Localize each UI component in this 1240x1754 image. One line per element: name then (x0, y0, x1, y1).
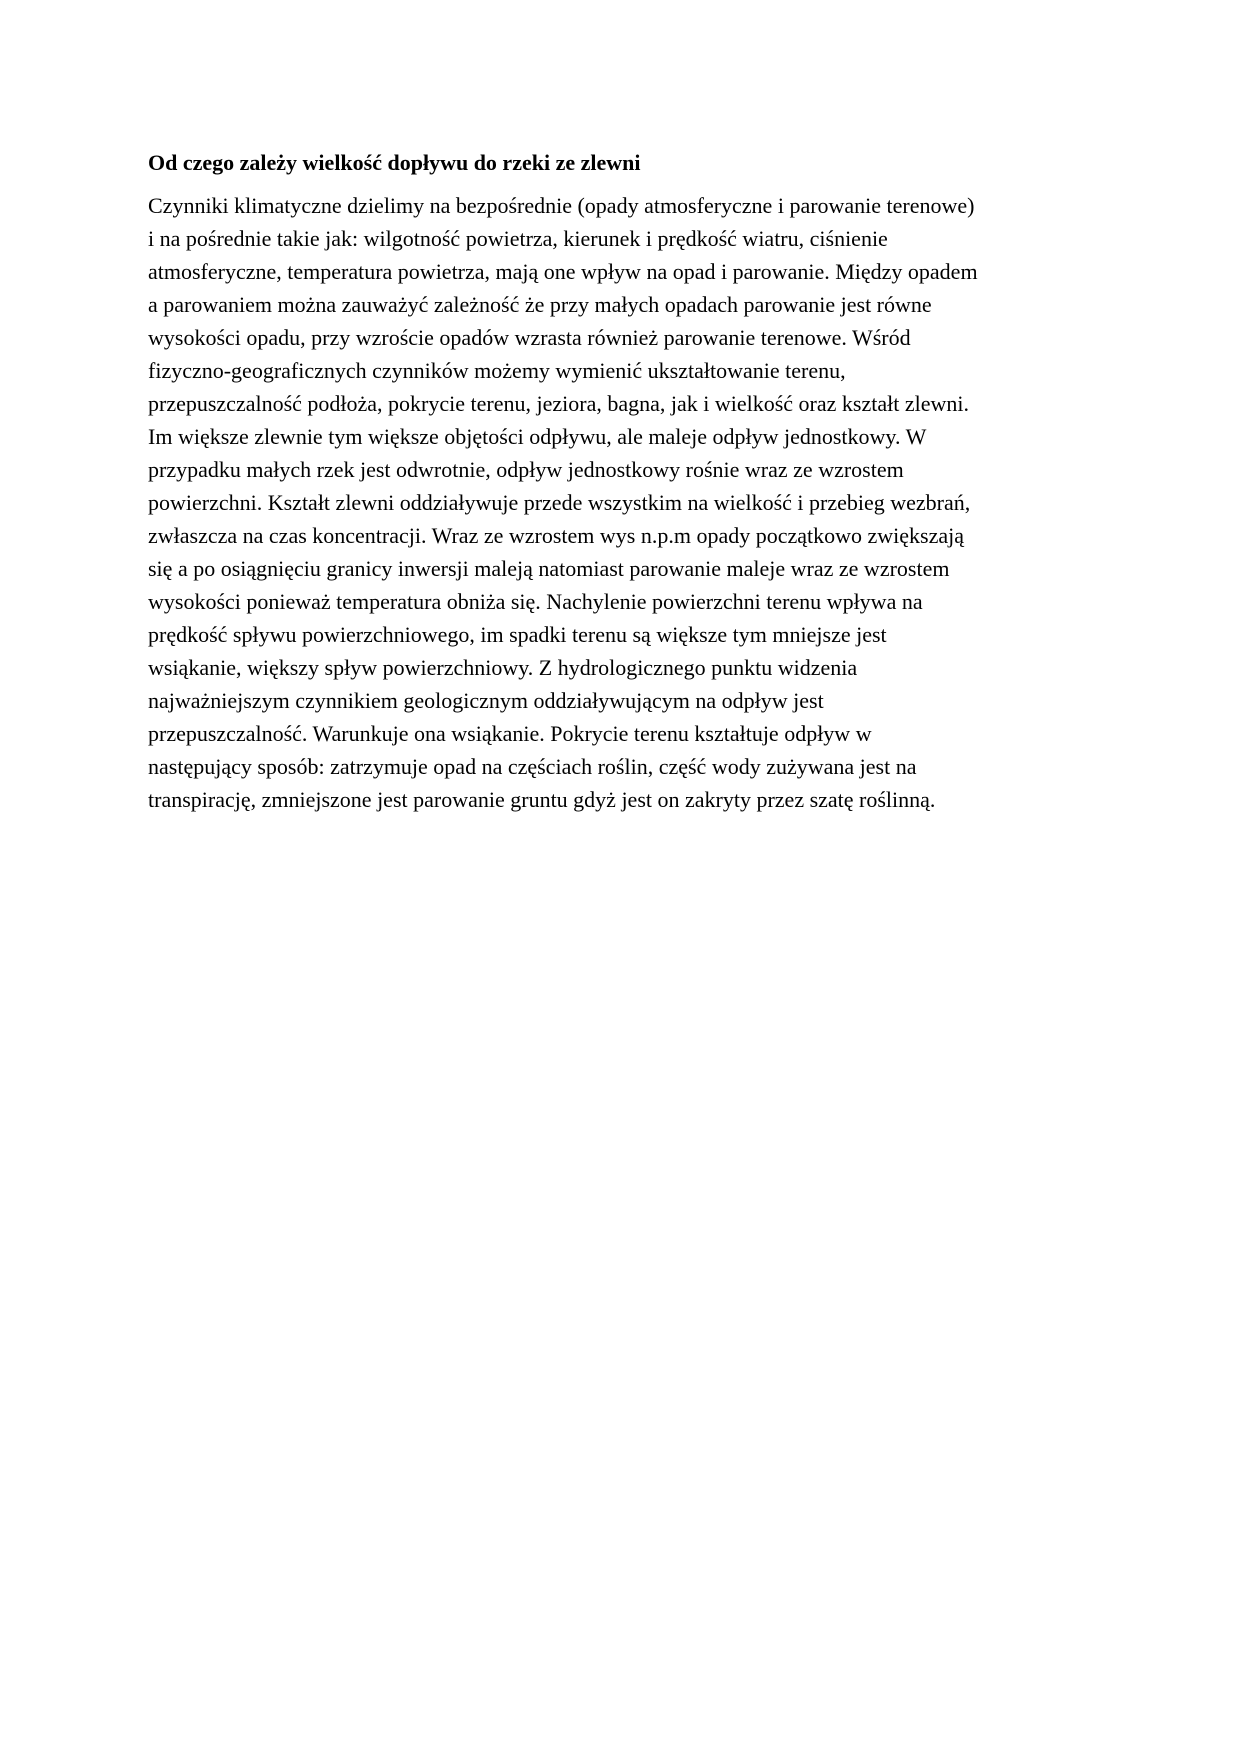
body-line: atmosferyczne, temperatura powietrza, mają one wpływ na opad i parowanie. Między opadem (148, 259, 978, 284)
body-line: przepuszczalność podłoża, pokrycie terenu, jeziora, bagna, jak i wielkość oraz kształt zlewni. (148, 391, 969, 416)
body-line: a parowaniem można zauważyć zależność że przy małych opadach parowanie jest równe (148, 292, 932, 317)
body-line: prędkość spływu powierzchniowego, im spadki terenu są większe tym mniejsze jest (148, 622, 887, 647)
body-line: wysokości opadu, przy wzroście opadów wzrasta również parowanie terenowe. Wśród (148, 325, 911, 350)
body-line: następujący sposób: zatrzymuje opad na częściach roślin, część wody zużywana jest na (148, 754, 917, 779)
body-line: Im większe zlewnie tym większe objętości odpływu, ale maleje odpływ jednostkowy. W (148, 424, 927, 449)
body-line: zwłaszcza na czas koncentracji. Wraz ze wzrostem wys n.p.m opady początkowo zwiększają (148, 523, 965, 548)
body-line: fizyczno-geograficznych czynników możemy wymienić ukształtowanie terenu, (148, 358, 846, 383)
body-line: transpirację, zmniejszone jest parowanie gruntu gdyż jest on zakryty przez szatę roślinną. (148, 787, 936, 812)
document-title: Od czego zależy wielkość dopływu do rzeki ze zlewni (148, 150, 641, 175)
body-line: wysokości ponieważ temperatura obniża się. Nachylenie powierzchni terenu wpływa na (148, 589, 923, 614)
body-line: najważniejszym czynnikiem geologicznym oddziaływującym na odpływ jest (148, 688, 824, 713)
body-line: przypadku małych rzek jest odwrotnie, odpływ jednostkowy rośnie wraz ze wzrostem (148, 457, 904, 482)
body-line: wsiąkanie, większy spływ powierzchniowy. Z hydrologicznego punktu widzenia (148, 655, 858, 680)
body-line: przepuszczalność. Warunkuje ona wsiąkanie. Pokrycie terenu kształtuje odpływ w (148, 721, 872, 746)
body-line: się a po osiągnięciu granicy inwersji maleją natomiast parowanie maleje wraz ze wzrostem (148, 556, 950, 581)
body-line: Czynniki klimatyczne dzielimy na bezpośrednie (opady atmosferyczne i parowanie terenowe) (148, 193, 975, 218)
body-line: i na pośrednie takie jak: wilgotność powietrza, kierunek i prędkość wiatru, ciśnienie (148, 226, 888, 251)
document-body (148, 189, 1098, 816)
body-line: powierzchni. Kształt zlewni oddziaływuje przede wszystkim na wielkość i przebieg wezbrań, (148, 490, 971, 515)
document-content (148, 146, 1098, 816)
